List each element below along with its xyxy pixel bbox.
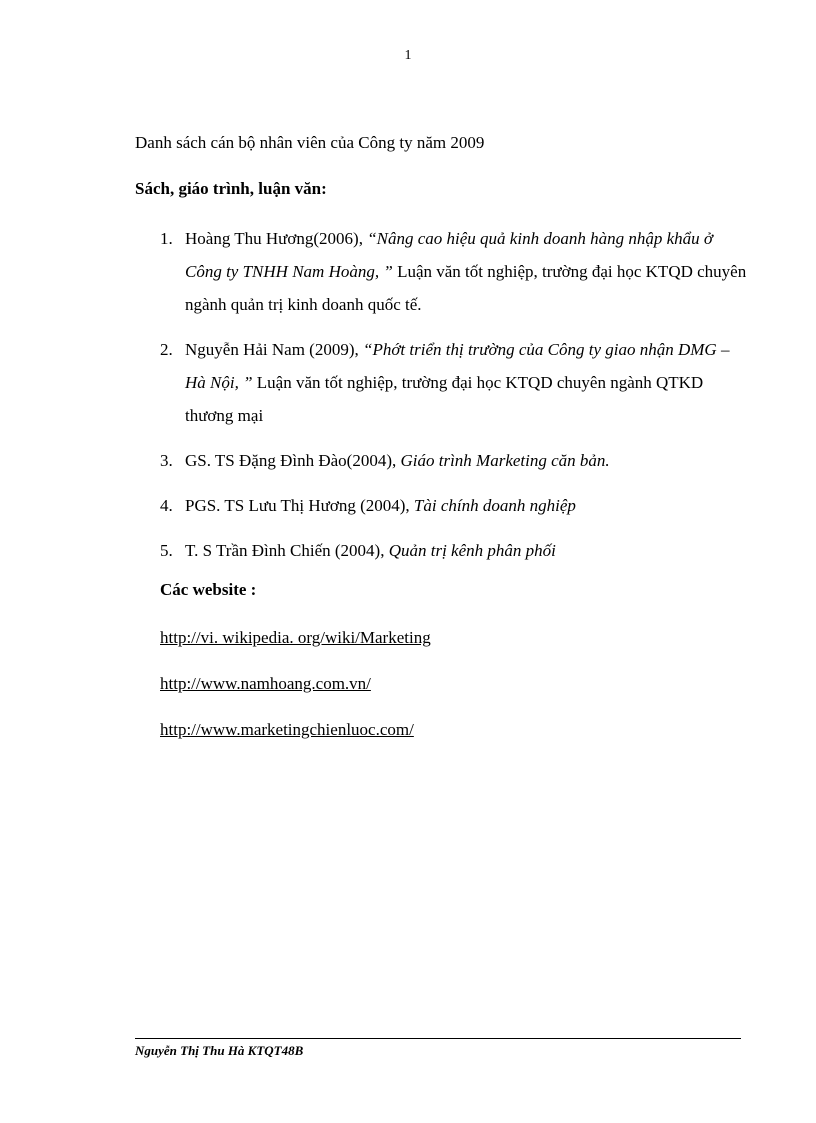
reference-item [160,534,750,567]
reference-author: Hoàng Thu Hương(2006), [185,229,363,248]
website-link-wikipedia[interactable]: http://vi. wikipedia. org/wiki/Marketing [160,628,431,647]
page-number: 1 [404,48,412,63]
reference-author: Nguyễn Hải Nam (2009), [185,340,359,359]
reference-item [160,444,750,477]
reference-number: 1. [160,229,173,248]
reference-list [160,222,750,579]
reference-number: 3. [160,451,173,470]
reference-author: GS. TS Đặng Đình Đào(2004), [185,451,397,470]
reference-item [160,222,750,321]
footer-divider [135,1038,741,1039]
website-link-marketingchienluoc[interactable]: http://www.marketingchienluoc.com/ [160,720,414,739]
reference-author: PGS. TS Lưu Thị Hương (2004), [185,496,410,515]
reference-title: “Phớt triển thị trường của Công ty giao nhận DMG –Hà Nội, ” [185,340,730,392]
reference-number: 4. [160,496,173,515]
reference-item [160,489,750,522]
reference-title: “Nâng cao hiệu quả kinh doanh hàng nhập khẩu ở Công ty TNHH Nam Hoàng, ” [185,229,713,281]
reference-number: 5. [160,541,173,560]
reference-title: Giáo trình Marketing căn bản. [400,451,610,470]
reference-number: 2. [160,340,173,359]
website-links [160,626,431,764]
website-link-namhoang[interactable]: http://www.namhoang.com.vn/ [160,674,371,693]
websites-heading: Các website : [160,580,257,599]
reference-details: Luận văn tốt nghiệp, trường đại học KTQD chuyên ngành QTKD thương mại [185,373,704,425]
reference-details: Luận văn tốt nghiệp, trường đại học KTQD chuyên ngành quản trị kinh doanh quốc tế. [185,262,747,314]
footer-author: Nguyễn Thị Thu Hà KTQT48B [135,1043,304,1058]
reference-item [160,333,750,432]
reference-title: Quản trị kênh phân phối [388,541,556,560]
reference-author: T. S Trần Đình Chiến (2004), [185,541,385,560]
intro-text: Danh sách cán bộ nhân viên của Công ty năm 2009 [135,133,485,152]
books-heading: Sách, giáo trình, luận văn: [135,179,327,198]
reference-title: Tài chính doanh nghiệp [413,496,576,515]
